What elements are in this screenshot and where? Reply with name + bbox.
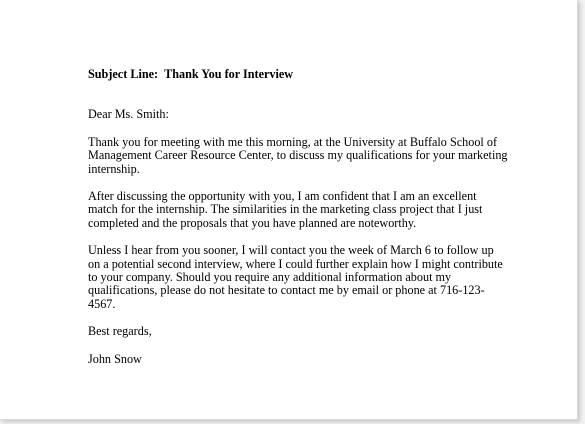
paragraph-line: completed and the proposals that you have planned are noteworthy. — [88, 215, 417, 230]
paragraph-line: After discussing the opportunity with you, I am confident that I am an excellent — [88, 189, 477, 204]
subject-text: Thank You for Interview — [164, 67, 294, 81]
paragraph-line: qualifications, please do not hesitate to contact me by email or phone at 716-123- — [88, 283, 485, 298]
paragraph-1 — [88, 136, 528, 176]
paragraph-line: to your company. Should you require any additional information about my — [88, 270, 452, 285]
paragraph-3 — [88, 244, 528, 311]
signature-name: John Snow — [88, 351, 142, 366]
paragraph-line: internship. — [88, 161, 140, 176]
paragraph-2 — [88, 190, 528, 230]
letter-body — [88, 68, 528, 366]
salutation: Dear Ms. Smith: — [88, 107, 169, 122]
paragraph-line: on a potential second interview, where I could further explain how I might contribute — [88, 256, 503, 271]
subject-line — [88, 68, 528, 81]
paragraph-line: match for the internship. The similarities in the marketing class project that I just — [88, 202, 483, 217]
paragraph-line: 4567. — [88, 296, 116, 311]
paragraph-line: Thank you for meeting with me this morning, at the University at Buffalo School of — [88, 134, 498, 149]
subject-label: Subject Line: — [88, 67, 159, 81]
paragraph-line: Management Career Resource Center, to discuss my qualifications for your marketing — [88, 148, 508, 163]
paragraph-line: Unless I hear from you sooner, I will contact you the week of March 6 to follow up — [88, 243, 494, 258]
closing: Best regards, — [88, 324, 152, 339]
